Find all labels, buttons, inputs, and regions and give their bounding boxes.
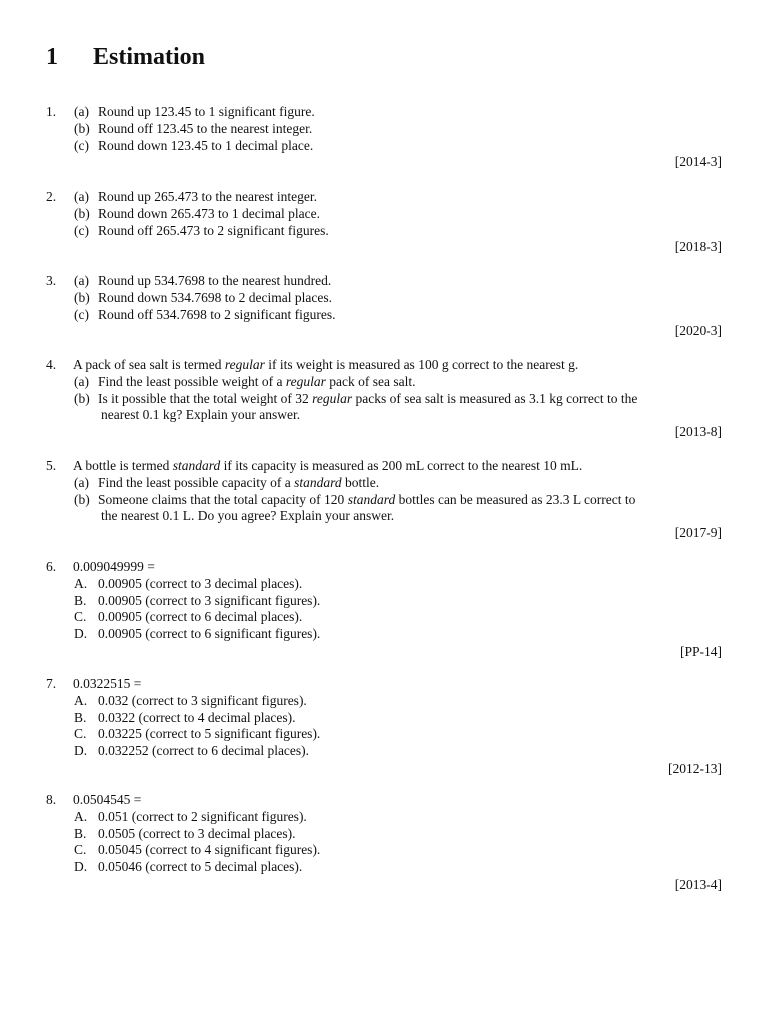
option-b: B. 0.0322 (correct to 4 decimal places).: [74, 709, 296, 725]
question-stem: A bottle is termed standard if its capacity is measured as 200 mL correct to the nearest 10 mL.: [73, 458, 583, 473]
part-a: (a) Round up 534.7698 to the nearest hundred.: [74, 273, 332, 288]
part-b: (b) Round off 123.45 to the nearest integer.: [74, 120, 313, 136]
part-c: (c) Round off 265.473 to 2 significant figures.: [74, 222, 329, 238]
part-b: (b) Round down 534.7698 to 2 decimal places.: [74, 289, 332, 305]
source-reference: [2018-3]: [674, 239, 722, 255]
question-stem: 0.009049999 =: [73, 559, 155, 574]
option-a: A. 0.032 (correct to 3 significant figures).: [74, 692, 307, 708]
question-number: 7.: [46, 676, 57, 691]
source-reference: [2013-8]: [674, 424, 722, 440]
part-a: (a) Find the least possible weight of a regular pack of sea salt.: [74, 373, 416, 389]
question-5: [46, 458, 722, 542]
chapter-title: Estimation: [93, 44, 206, 70]
part-a: (a) Find the least possible capacity of a standard bottle.: [74, 474, 380, 490]
source-reference: [2014-3]: [674, 154, 722, 170]
option-a: A. 0.00905 (correct to 3 decimal places).: [74, 575, 303, 591]
question-6: [46, 559, 722, 661]
question-number: 3.: [46, 273, 57, 288]
option-c: C. 0.00905 (correct to 6 decimal places).: [74, 609, 303, 625]
question-2: [46, 189, 722, 256]
part-a: (a) Round up 123.45 to 1 significant figure.: [74, 104, 315, 119]
option-d: D. 0.05046 (correct to 5 decimal places).: [74, 859, 303, 875]
source-reference: [2017-9]: [674, 525, 722, 541]
question-number: 8.: [46, 792, 57, 807]
option-c: C. 0.05045 (correct to 4 significant figures).: [74, 842, 321, 858]
part-a: (a) Round up 265.473 to the nearest integer.: [74, 189, 317, 204]
source-reference: [PP-14]: [679, 643, 722, 659]
part-b: (b) Someone claims that the total capacity of 120 standard bottles can be measured as 23.3 L correct to: [74, 491, 636, 507]
question-7: [46, 676, 722, 778]
question-1: [46, 104, 722, 171]
option-d: D. 0.00905 (correct to 6 significant figures).: [74, 626, 321, 642]
option-a: A. 0.051 (correct to 2 significant figures).: [74, 808, 307, 824]
question-stem: 0.0504545 =: [73, 792, 142, 807]
chapter-number: 1: [46, 44, 58, 70]
part-b-continuation: the nearest 0.1 L. Do you agree? Explain your answer.: [101, 508, 395, 524]
question-number: 5.: [46, 458, 57, 473]
question-stem: 0.0322515 =: [73, 676, 142, 691]
option-d: D. 0.032252 (correct to 6 decimal places).: [74, 743, 310, 759]
part-c: (c) Round down 123.45 to 1 decimal place.: [74, 137, 314, 153]
question-number: 6.: [46, 559, 57, 574]
source-reference: [2013-4]: [674, 876, 722, 892]
question-number: 4.: [46, 357, 57, 372]
part-b: (b) Round down 265.473 to 1 decimal place.: [74, 205, 320, 221]
question-stem: A pack of sea salt is termed regular if its weight is measured as 100 g correct to the nearest g.: [73, 357, 579, 372]
source-reference: [2012-13]: [668, 760, 722, 776]
option-b: B. 0.0505 (correct to 3 decimal places).: [74, 825, 296, 841]
option-b: B. 0.00905 (correct to 3 significant figures).: [74, 592, 321, 608]
question-4: [46, 357, 722, 441]
question-8: [46, 792, 722, 894]
option-c: C. 0.03225 (correct to 5 significant figures).: [74, 726, 321, 742]
question-3: [46, 273, 722, 340]
part-b: (b) Is it possible that the total weight of 32 regular packs of sea salt is measured as 3.1 kg correct to the: [74, 390, 638, 406]
question-number: 2.: [46, 189, 57, 204]
chapter-heading: [46, 42, 205, 72]
part-b-continuation: nearest 0.1 kg? Explain your answer.: [101, 407, 301, 423]
question-number: 1.: [46, 104, 57, 119]
source-reference: [2020-3]: [674, 323, 722, 339]
part-c: (c) Round off 534.7698 to 2 significant figures.: [74, 306, 336, 322]
